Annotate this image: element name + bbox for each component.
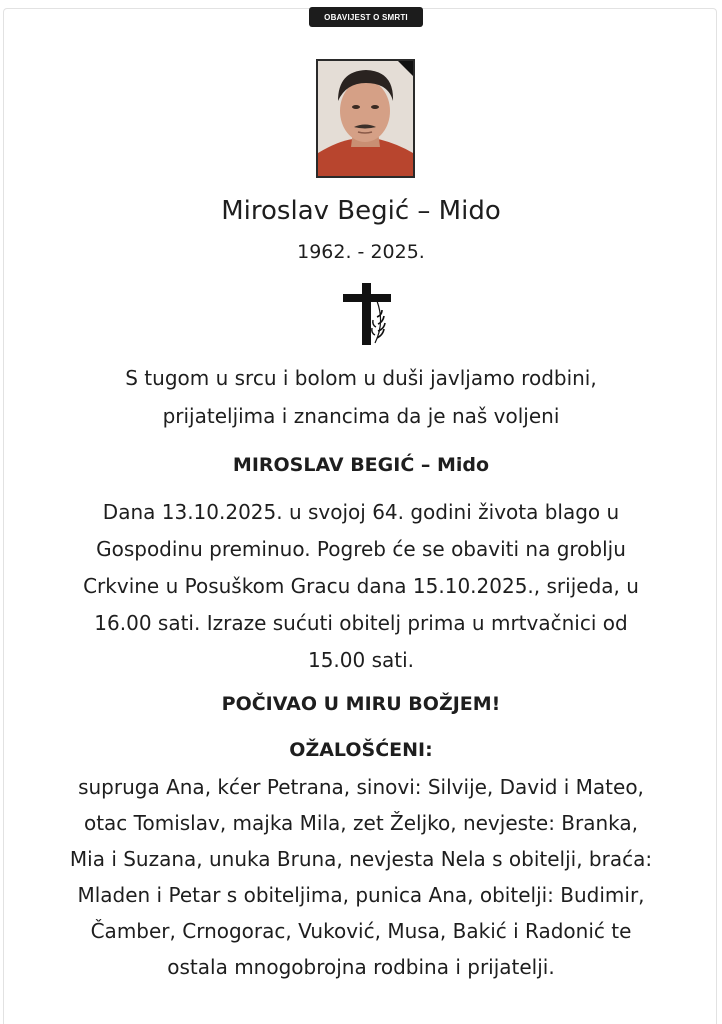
deceased-name: Miroslav Begić – Mido [221,196,501,226]
mourners-line: ostala mnogobrojna rodbina i prijatelji. [167,955,555,979]
mourners-line: supruga Ana, kćer Petrana, sinovi: Silvije, David i Mateo, [78,775,644,799]
details-line: 16.00 sati. Izraze sućuti obitelj prima u mrtvačnici od [94,611,628,635]
rest-in-peace: POČIVAO U MIRU BOŽJEM! [221,693,501,715]
deceased-name-upper: MIROSLAV BEGIĆ – Mido [232,454,490,476]
mourners-line: otac Tomislav, majka Mila, zet Željko, nevjeste: Branka, [83,811,639,835]
intro-paragraph [0,360,722,435]
mourners-line: Mia i Suzana, unuka Bruna, nevjesta Nela s obitelji, braća: [69,847,653,871]
details-paragraph [0,494,722,679]
details-line: Gospodinu preminuo. Pogreb će se obaviti na groblju [96,537,626,561]
intro-line: S tugom u srcu i bolom u duši javljamo rodbini, [125,366,597,390]
details-line: 15.00 sati. [307,648,415,672]
mourners-line: Mladen i Petar s obiteljima, punica Ana, obitelji: Budimir, [77,883,645,907]
intro-line: prijateljima i znancima da je naš voljeni [162,403,560,428]
life-years: 1962. - 2025. [297,241,425,263]
mourners-list [0,769,722,985]
mourners-title: OŽALOŠĆENI: [289,739,433,761]
deceased-photo [316,59,415,178]
notice-type-badge: OBAVIJEST O SMRTI [309,7,423,27]
details-line: Crkvine u Posuškom Gracu dana 15.10.2025., srijeda, u [83,574,639,598]
mourners-line: Čamber, Crnogorac, Vuković, Musa, Bakić i Radonić te [90,919,632,943]
cross-with-palm-icon [341,283,393,345]
details-line: Dana 13.10.2025. u svojoj 64. godini života blago u [102,500,620,524]
